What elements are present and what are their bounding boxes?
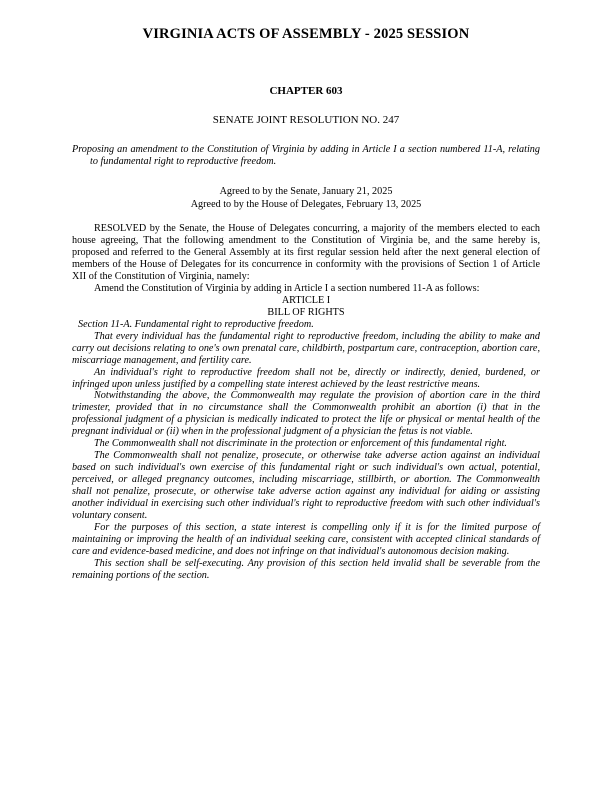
chapter-heading: CHAPTER 603: [269, 84, 343, 97]
page-title: VIRGINIA ACTS OF ASSEMBLY - 2025 SESSION: [142, 26, 470, 42]
section-paragraph: The Commonwealth shall not penalize, prosecute, or otherwise take adverse action against an individual based on such individual's own exercise of this fundamental right or such individual's own actual, potential, perceived, or alleged pregnancy outcomes, including miscarriage, stillbirth, or abortion. The Commonwealth shall not penalize, prosecute, or otherwise take adverse action against any individual for aiding or assisting another individual in exercising such other individual's right to reproductive freedom with such other individual's voluntary consent.: [72, 450, 540, 521]
resolved-paragraph: RESOLVED by the Senate, the House of Delegates concurring, a majority of the members elected to each house agreeing, That the following amendment to the Constitution of Virginia be, and the same hereby is, proposed and referred to the General Assembly at its first regular session held after the next general election of members of the House of Delegates for its concurrence in conformity with the provisions of Section 1 of Article XII of the Constitution of Virginia, namely:: [72, 223, 540, 283]
article-heading: ARTICLE I: [281, 294, 331, 306]
section-paragraph: That every individual has the fundamental right to reproductive freedom, including the ability to make and carry out decisions relating to one's own prenatal care, childbirth, postpartum care, contraception, abortion care, miscarriage management, and fertility care.: [72, 330, 540, 366]
resolution-number-heading: SENATE JOINT RESOLUTION NO. 247: [212, 114, 400, 127]
section-paragraph: The Commonwealth shall not discriminate in the protection or enforcement of this fundamental right.: [94, 438, 507, 450]
section-lead-line: Section 11-A. Fundamental right to reproductive freedom.: [78, 318, 314, 330]
agreed-senate-line: Agreed to by the Senate, January 21, 2025: [219, 185, 393, 197]
bill-of-rights-heading: BILL OF RIGHTS: [267, 306, 345, 318]
amend-paragraph: Amend the Constitution of Virginia by adding in Article I a section numbered 11-A as follows:: [94, 283, 480, 295]
section-paragraph: Notwithstanding the above, the Commonwealth may regulate the provision of abortion care in the third trimester, provided that in no circumstance shall the Commonwealth prohibit an abortion (i) that in the professional judgment of a physician is medically indicated to protect the life or physical or mental health of the pregnant individual or (ii) when in the professional judgment of a physician the fetus is not viable.: [72, 390, 540, 438]
proposing-statement: Proposing an amendment to the Constitution of Virginia by adding in Article I a section numbered 11-A, relating to fundamental right to reproductive freedom.: [72, 143, 540, 168]
section-paragraph: An individual's right to reproductive freedom shall not be, directly or indirectly, denied, burdened, or infringed upon unless justified by a compelling state interest achieved by the least restrictive means.: [72, 366, 540, 390]
section-paragraph: This section shall be self-executing. Any provision of this section held invalid shall be severable from the remaining portions of the section.: [72, 557, 540, 581]
agreed-house-line: Agreed to by the House of Delegates, February 13, 2025: [190, 199, 422, 211]
section-paragraph: For the purposes of this section, a state interest is compelling only if it is for the limited purpose of maintaining or improving the health of an individual seeking care, consistent with accepted clinical standards of care and evidence-based medicine, and does not infringe on that individual's autonomous decision making.: [72, 521, 540, 557]
document-content: [72, 0, 540, 581]
agreement-block: [72, 185, 540, 212]
